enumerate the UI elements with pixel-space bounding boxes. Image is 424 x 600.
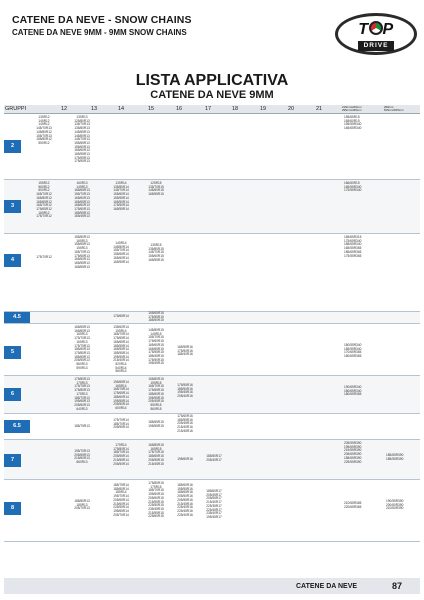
cell-13: 155/80R13 165R13 155/65R13 155R13 155/70R13 175/65R13 165/60R13 165/55R13 165/65R13	[74, 235, 90, 269]
cell-15: 155/80R15 155R15 165/70R15 175/65R15 185/60R15 195/55R15 205/45R15 550R15 560R15	[148, 377, 164, 411]
footer-bar	[4, 578, 420, 594]
cell-extra: 205/55R390 195/65R390 215/55R390 205/65R390 185/65R390 225/55R390	[344, 441, 362, 464]
cell-13: 195/70R13 205/65R13 215/60R13 660R13	[74, 449, 90, 465]
table-row-group-6	[4, 376, 420, 414]
cell-14: 175R14 175/80R14 185/70R14 205/55R14 215/55R14 205/50R14	[113, 443, 129, 466]
cell-14: 175/65R14	[113, 314, 129, 318]
cell-16: 165/55R16 175/50R16 185/40R16	[177, 345, 193, 357]
cell-14: 135/60R14 155R14 165/70R14 175/65R14 165/65R14 185/55R14 165/55R14 185/55R14 195/55R14 215/40R14 520R14 540R14 560R14	[113, 325, 129, 374]
header-col-15: 15	[147, 106, 155, 112]
page-subtitle: CATENE DA NEVE 9MM	[150, 89, 274, 101]
cell-14: 185/75R14 185/80R14 185R14 195/70R14 205/65R14 215/60R14 225/55R14 195/65R14 205/70R14	[113, 483, 129, 517]
table-row-group-2	[4, 114, 420, 180]
cell-15: 125R15 135/70R15 145/60R15 165/55R15	[148, 181, 164, 197]
page-title: LISTA APPLICATIVA	[135, 72, 289, 89]
cell-13: 175/80R13 175R13 175/75R13 175/80R13 175R13 185/70R13 195/65R13 205/60R13 640R13	[74, 377, 90, 411]
header-col-19: 19	[259, 106, 267, 112]
cell-12: 135R12 145R12 145R12 145/70R13 145/80R12 155/70R13 155/80R12 550R12	[36, 115, 52, 145]
cell-extra: 210/65R365 220/65R365	[344, 501, 362, 509]
table-row-group-8	[4, 480, 420, 542]
table-row-group-6-5	[4, 414, 420, 440]
cell-13: 185/80R13 185R13 205/70R13	[74, 499, 90, 511]
logo-letter-p: P	[382, 21, 394, 38]
cell-14: 135R14 135/80R14 145/70R14 155/60R14 155/55R14 165/50R14 175/50R14 165/55R14	[113, 181, 129, 211]
group-label: 7	[4, 454, 21, 467]
cell-extra: 190/65R340 180/65R340 180/65R365	[344, 385, 362, 397]
header-col-18: 18	[231, 106, 239, 112]
table-row-group-7	[4, 440, 420, 480]
cell-15: 165/80R15 165R15 175/70R15 185/65R15 205/55R15 215/45R15	[148, 443, 164, 466]
table-row-group-4	[4, 234, 420, 312]
cell-13: 135R13 125/80R13 135/70R13 135/80R13 145/65R13 145/80R13 145/70R13 155/65R13 155/60R13 165/60R13 165/55R13 175/55R13 175/50R13	[74, 115, 90, 164]
cell-13: 185/75R13	[74, 424, 90, 428]
logo-tagline: DRIVE	[358, 41, 394, 51]
cell-15: 175/80R15 175R15 185/70R15 195/60R15 205/60R15 215/55R15 225/50R15 235/45R15 215/55R15 225/60R15	[148, 481, 164, 519]
group-label: 6.5	[4, 420, 30, 433]
table-row-group-5	[4, 324, 420, 376]
cell-extra: 180/55R340 185/55R340 170/65R365 180/65R365	[344, 343, 362, 359]
cell-extra: 166/60R15 165/55R340 175/55R340	[344, 181, 362, 193]
header-col-12: 12	[60, 106, 68, 112]
cell-15: 155/65R15 175/55R15 185/50R15	[148, 311, 164, 323]
table-header	[4, 105, 420, 114]
logo-letter-t: T	[358, 21, 369, 38]
cell-14: 175/70R14 185/70R14 205/55R14	[113, 418, 129, 430]
group-label: 2	[4, 140, 21, 153]
group-label: 8	[4, 502, 21, 515]
cell-13: 165/65R13 165/80R13 165R13 175/70R13 165R13 175/75R13 185/60R13 175/80R13 185/65R13 205/55R13 560R13 590R13	[74, 325, 90, 370]
table-row-group-4-5	[4, 312, 420, 324]
header-col-14: 14	[117, 106, 125, 112]
header-subtitle: CATENE DA NEVE 9MM - 9MM SNOW CHAINS	[12, 28, 187, 37]
header-gruppi: GRUPPI	[5, 106, 27, 112]
group-label: 6	[4, 388, 21, 401]
group-label: 5	[4, 346, 21, 359]
header-title: CATENE DA NEVE - SNOW CHAINS	[12, 14, 192, 26]
header-col-17: 17	[204, 106, 212, 112]
header-col-13: 13	[90, 106, 98, 112]
cell-extra: 155/65R15 165/60R15 155/55R340 165/65R340	[344, 115, 362, 131]
table-row-group-3	[4, 180, 420, 234]
header-col-20: 20	[287, 106, 295, 112]
cell-extra: 165/65R315 175/65R340 185/65R340 165/55R365 185/65R365 175/55R365	[344, 235, 362, 258]
cell-15: 135R15 135/80R15 145/70R15 155/60R15 165/55R15	[148, 243, 164, 262]
header-col-extra-b: 260mm 815mm/815mm	[384, 105, 404, 112]
cell-13: 160R13 145R13 165/65R13 155/70R13 165/60R13 165/65R13 165/60R13 175/60R13 185/55R13 165/45R13	[74, 181, 90, 219]
footer-label: CATENE DA NEVE	[296, 583, 358, 590]
cell-17: 185/60R17 205/45R17 205/55R17 215/40R17 225/35R17 225/45R17 235/40R17 195/45R17	[206, 489, 222, 519]
header-col-16: 16	[175, 106, 183, 112]
group-label: 4.5	[4, 312, 30, 323]
top-drive-logo	[335, 13, 417, 55]
cell-extra-b: 185/65R390 185/55R390	[386, 453, 404, 461]
cell-16: 185/60R16 195/55R16 185/65R16 205/50R16 205/55R16 215/45R16 225/40R16 225/45R16 225/40R16	[177, 483, 193, 517]
cell-16: 195/60R16	[177, 457, 193, 461]
header-col-extra-a: 215mm/240mm 295mm/445mm	[342, 105, 362, 112]
group-label: 3	[4, 200, 21, 213]
cell-16: 175/55R16 185/50R16 195/45R16 205/40R16	[177, 383, 193, 399]
cell-12: 155R12 560R12 600R12 165/70R12 165/80R12 165/65R12 165/70R12 175/65R12 165R12 175/70R12	[36, 181, 52, 219]
cell-15: 185/65R15 195/55R15	[148, 420, 164, 428]
cell-14: 145R14 145/80R14 155/70R14 155/65R14 165/60R14 165/55R14	[113, 241, 129, 264]
group-label: 4	[4, 254, 21, 267]
cell-16: 175/60R16 185/55R16 205/45R16 215/40R16 215/45R16	[177, 414, 193, 433]
cell-12: 175/70R12	[36, 255, 52, 259]
cell-15: 145/80R15 145R15 155/70R15 175/60R15 165/60R15 165/65R15 175/55R15 185/45R15 175/50R15 195/45R15	[148, 328, 164, 366]
cell-17: 185/50R17 205/40R17	[206, 454, 222, 462]
logo-o-icon	[369, 21, 383, 35]
page-number: 87	[392, 581, 403, 591]
cell-14: 155/65R14 165R14 165/75R14 175/65R14 185/60R14 195/55R14 205/50R14 600R14	[113, 380, 129, 410]
header-col-21: 21	[315, 106, 323, 112]
cell-extra-b: 190/55R390 200/60R390 210/60R390	[386, 499, 404, 511]
logo-wordmark	[335, 21, 417, 39]
